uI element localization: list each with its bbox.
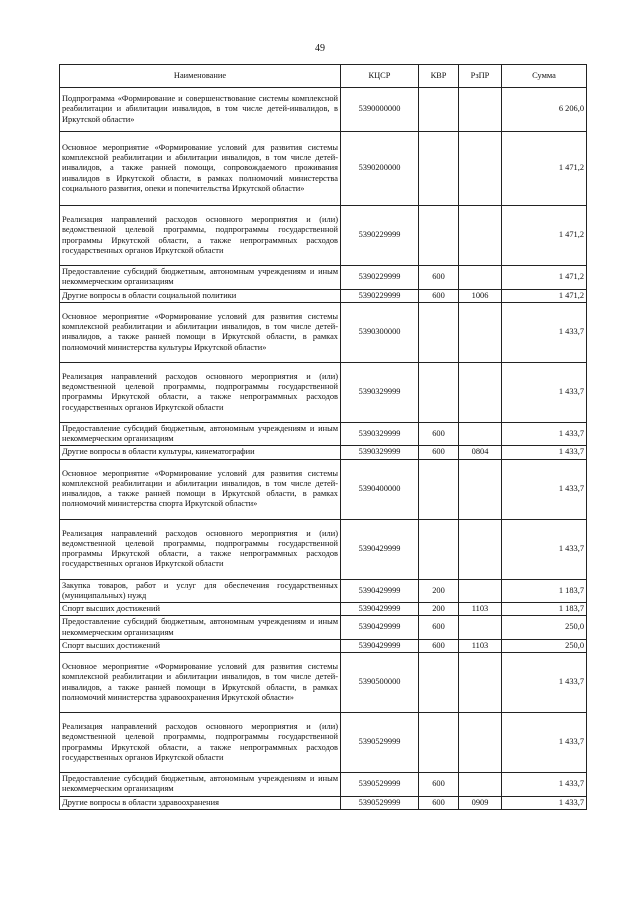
row-sum-cell: 1 433,7 (502, 302, 587, 362)
row-rzpr-cell (459, 422, 502, 446)
row-sum-cell: 1 471,2 (502, 289, 587, 302)
row-sum-cell: 1 183,7 (502, 603, 587, 616)
table-row (60, 446, 587, 459)
row-name-cell: Реализация направлений расходов основного мероприятия и (или) ведомственной целевой программы, подпрограммы государственной программы Иркутской области, а также непрограммных расходов государственных органов Иркутской области (60, 713, 341, 773)
row-name-cell: Спорт высших достижений (60, 603, 341, 616)
row-sum-cell: 1 433,7 (502, 519, 587, 579)
table-row (60, 88, 587, 132)
row-kcsr-cell: 5390000000 (341, 88, 419, 132)
budget-table (59, 64, 587, 810)
table-row (60, 132, 587, 206)
row-name-cell: Другие вопросы в области социальной политики (60, 289, 341, 302)
header-rzpr: РзПР (459, 65, 502, 88)
row-name-cell: Реализация направлений расходов основного мероприятия и (или) ведомственной целевой программы, подпрограммы государственной программы Иркутской области, а также непрограммных расходов государственных органов Иркутской области (60, 362, 341, 422)
row-name-cell: Закупка товаров, работ и услуг для обеспечения государственных (муниципальных) нужд (60, 579, 341, 603)
row-name-cell: Предоставление субсидий бюджетным, автономным учреждениям и иным некоммерческим организациям (60, 616, 341, 640)
row-name-cell: Предоставление субсидий бюджетным, автономным учреждениям и иным некоммерческим организациям (60, 422, 341, 446)
row-rzpr-cell (459, 206, 502, 266)
row-kcsr-cell: 5390400000 (341, 459, 419, 519)
page-number: 49 (315, 43, 325, 54)
row-kvr-cell: 600 (419, 616, 459, 640)
row-kvr-cell (419, 713, 459, 773)
row-name-cell: Предоставление субсидий бюджетным, автономным учреждениям и иным некоммерческим организациям (60, 773, 341, 797)
row-kcsr-cell: 5390529999 (341, 713, 419, 773)
row-name-cell: Реализация направлений расходов основного мероприятия и (или) ведомственной целевой программы, подпрограммы государственной программы Иркутской области, а также непрограммных расходов государственных органов Иркутской области (60, 519, 341, 579)
row-sum-cell: 250,0 (502, 639, 587, 652)
row-sum-cell: 1 433,7 (502, 773, 587, 797)
row-sum-cell: 1 471,2 (502, 266, 587, 290)
row-kcsr-cell: 5390229999 (341, 289, 419, 302)
table-row (60, 579, 587, 603)
row-rzpr-cell: 1006 (459, 289, 502, 302)
row-rzpr-cell (459, 519, 502, 579)
table-row (60, 289, 587, 302)
table-row (60, 519, 587, 579)
row-sum-cell: 1 471,2 (502, 206, 587, 266)
table-row (60, 796, 587, 809)
header-kcsr: КЦСР (341, 65, 419, 88)
row-kvr-cell (419, 519, 459, 579)
row-kcsr-cell: 5390429999 (341, 519, 419, 579)
header-kvr: КВР (419, 65, 459, 88)
table-row (60, 302, 587, 362)
table-row (60, 773, 587, 797)
row-kcsr-cell: 5390429999 (341, 603, 419, 616)
row-kvr-cell (419, 132, 459, 206)
row-kvr-cell: 600 (419, 266, 459, 290)
row-sum-cell: 1 433,7 (502, 653, 587, 713)
row-rzpr-cell (459, 653, 502, 713)
row-kcsr-cell: 5390429999 (341, 639, 419, 652)
row-kcsr-cell: 5390229999 (341, 206, 419, 266)
row-kcsr-cell: 5390529999 (341, 796, 419, 809)
row-kcsr-cell: 5390329999 (341, 422, 419, 446)
row-kvr-cell: 600 (419, 289, 459, 302)
row-rzpr-cell (459, 132, 502, 206)
row-name-cell: Основное мероприятие «Формирование условий для развития системы комплексной реабилитации и абилитации инвалидов, в том числе детей-инвалидов, а также ранней помощи в Иркутской области, в рамках полномочий министерства культуры Иркутской области» (60, 302, 341, 362)
row-rzpr-cell (459, 362, 502, 422)
table-row (60, 639, 587, 652)
row-rzpr-cell (459, 579, 502, 603)
row-kcsr-cell: 5390329999 (341, 362, 419, 422)
row-rzpr-cell: 0804 (459, 446, 502, 459)
row-name-cell: Основное мероприятие «Формирование условий для развития системы комплексной реабилитации и абилитации инвалидов, в том числе детей-инвалидов, а также ранней помощи, сопровождаемого проживания инвалидов в Иркутской области, в рамках полномочий министерства социального развития, опеки и попечительства Иркутской области» (60, 132, 341, 206)
row-sum-cell: 1 471,2 (502, 132, 587, 206)
row-kvr-cell (419, 88, 459, 132)
table-body (60, 88, 587, 810)
table-row (60, 362, 587, 422)
row-kcsr-cell: 5390429999 (341, 579, 419, 603)
row-name-cell: Другие вопросы в области культуры, кинематографии (60, 446, 341, 459)
row-kvr-cell (419, 653, 459, 713)
row-kcsr-cell: 5390429999 (341, 616, 419, 640)
row-rzpr-cell: 1103 (459, 639, 502, 652)
row-sum-cell: 250,0 (502, 616, 587, 640)
table-header-row (60, 65, 587, 88)
row-name-cell: Основное мероприятие «Формирование условий для развития системы комплексной реабилитации и абилитации инвалидов, в том числе детей-инвалидов, а также ранней помощи в Иркутской области, в рамках полномочий министерства здравоохранения Иркутской области» (60, 653, 341, 713)
row-rzpr-cell (459, 88, 502, 132)
row-sum-cell: 1 183,7 (502, 579, 587, 603)
table-row (60, 422, 587, 446)
header-sum: Сумма (502, 65, 587, 88)
row-rzpr-cell (459, 713, 502, 773)
table-row (60, 713, 587, 773)
row-name-cell: Подпрограмма «Формирование и совершенствование системы комплексной реабилитации и абилитации инвалидов, в том числе детей-инвалидов, в Иркутской области» (60, 88, 341, 132)
table-row (60, 603, 587, 616)
row-sum-cell: 1 433,7 (502, 422, 587, 446)
row-rzpr-cell: 0909 (459, 796, 502, 809)
row-name-cell: Предоставление субсидий бюджетным, автономным учреждениям и иным некоммерческим организациям (60, 266, 341, 290)
row-kvr-cell (419, 206, 459, 266)
row-kvr-cell (419, 362, 459, 422)
table-row (60, 459, 587, 519)
table-row (60, 266, 587, 290)
row-kvr-cell: 600 (419, 773, 459, 797)
row-sum-cell: 6 206,0 (502, 88, 587, 132)
row-kvr-cell: 600 (419, 422, 459, 446)
row-rzpr-cell (459, 773, 502, 797)
row-kvr-cell: 600 (419, 446, 459, 459)
row-rzpr-cell: 1103 (459, 603, 502, 616)
row-kvr-cell: 600 (419, 796, 459, 809)
row-kcsr-cell: 5390500000 (341, 653, 419, 713)
row-kvr-cell: 200 (419, 579, 459, 603)
row-rzpr-cell (459, 459, 502, 519)
row-name-cell: Реализация направлений расходов основного мероприятия и (или) ведомственной целевой программы, подпрограммы государственной программы Иркутской области, а также непрограммных расходов государственных органов Иркутской области (60, 206, 341, 266)
row-kvr-cell (419, 302, 459, 362)
row-sum-cell: 1 433,7 (502, 459, 587, 519)
row-kcsr-cell: 5390229999 (341, 266, 419, 290)
row-sum-cell: 1 433,7 (502, 796, 587, 809)
row-kvr-cell: 200 (419, 603, 459, 616)
table-row (60, 206, 587, 266)
table-row (60, 653, 587, 713)
row-rzpr-cell (459, 302, 502, 362)
row-kcsr-cell: 5390300000 (341, 302, 419, 362)
row-kcsr-cell: 5390200000 (341, 132, 419, 206)
row-sum-cell: 1 433,7 (502, 713, 587, 773)
row-rzpr-cell (459, 616, 502, 640)
row-kcsr-cell: 5390529999 (341, 773, 419, 797)
table-row (60, 616, 587, 640)
header-name: Наименование (60, 65, 341, 88)
row-name-cell: Основное мероприятие «Формирование условий для развития системы комплексной реабилитации и абилитации инвалидов, в том числе детей-инвалидов, а также ранней помощи в Иркутской области, в рамках полномочий министерства спорта Иркутской области» (60, 459, 341, 519)
row-rzpr-cell (459, 266, 502, 290)
row-sum-cell: 1 433,7 (502, 446, 587, 459)
row-kvr-cell (419, 459, 459, 519)
row-name-cell: Спорт высших достижений (60, 639, 341, 652)
row-kvr-cell: 600 (419, 639, 459, 652)
row-kcsr-cell: 5390329999 (341, 446, 419, 459)
row-name-cell: Другие вопросы в области здравоохранения (60, 796, 341, 809)
row-sum-cell: 1 433,7 (502, 362, 587, 422)
